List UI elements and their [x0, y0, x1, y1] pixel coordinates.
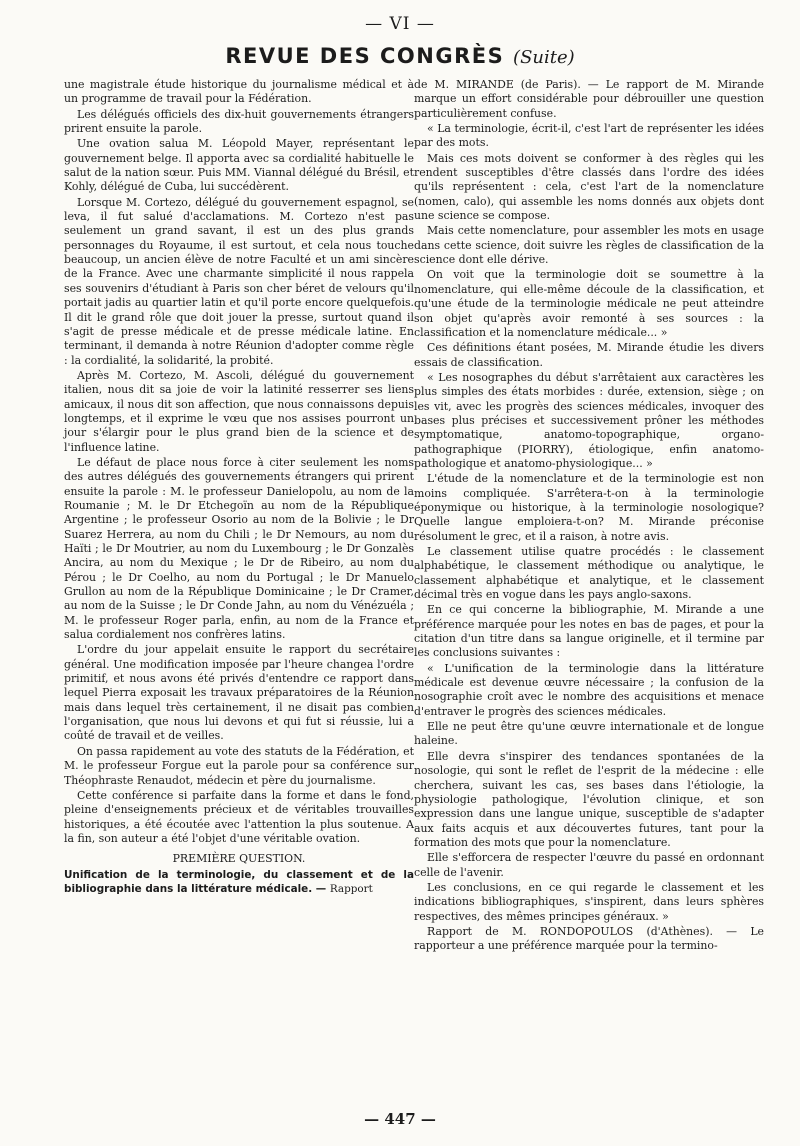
paragraph: Elle devra s'inspirer des tendances spontanées de la nosologie, qui sont le reflet de l'esprit de la médecine : elle cherchera, suivant les cas, ses bases dans l'étiologie, la physiologie pathologique, l'évolution clinique, et son expression dans une langue unique, susceptible de s'adapter aux faits acquis et aux découvertes futures, tant pour la formation des mots que pour la nomenclature.	[414, 749, 764, 849]
paragraph: On passa rapidement au vote des statuts de la Fédération, et M. le professeur Forgue eut la parole pour sa conférence sur Théophraste Renaudot, médecin et père du journalisme.	[64, 744, 414, 787]
paragraph: L'étude de la nomenclature et de la terminologie est non moins compliquée. S'arrêtera-t-on à la terminologie éponymique ou historique, à la terminologie nosologique? Quelle langue emploiera-t-on? M. Mirande préconise résolument le grec, et il a raison, à notre avis.	[414, 472, 764, 543]
paragraph: Elle s'efforcera de respecter l'œuvre du passé en ordonnant celle de l'avenir.	[414, 851, 764, 879]
paragraph: « Les nosographes du début s'arrêtaient aux caractères les plus simples des états morbides : durée, extension, siège ; on les vit, avec les progrès des sciences médicales, invoquer des bases plus précises et successivement prôner les méthodes symptomatique, anatomo-topographique, organo-pathographique (PIORRY), étiologique, enfin anatomo-pathologique et anatomo-physiologique... »	[414, 370, 764, 470]
paragraph: Rapport de M. RONDOPOULOS (d'Athènes). — Le rapporteur a une préférence marquée pour la termino-	[414, 924, 764, 953]
roman-folio: — VI —	[365, 14, 435, 34]
paragraph: Ces définitions étant posées, M. Mirande étudie les divers essais de classification.	[414, 341, 764, 369]
paragraph: Elle ne peut être qu'une œuvre internationale et de longue haleine.	[414, 720, 764, 748]
paragraph: Cette conférence si parfaite dans la forme et dans le fond, pleine d'enseignements précieux et de véritables trouvailles historiques, a été écoutée avec l'attention la plus soutenue. A la fin, son auteur a été l'objet d'une véritable ovation.	[64, 788, 414, 845]
paragraph: Le défaut de place nous force à citer seulement les noms des autres délégués des gouvernements étrangers qui prirent ensuite la parole : M. le professeur Danielopolu, au nom de la Roumanie ; M. le Dr Etchegoïn au nom de la République Argentine ; le professeur Osorio au nom de la Bolivie ; le Dr Suarez Herrera, au nom du Chili ; le Dr Nemours, au nom du Haïti ; le Dr Moutrier, au nom du Luxembourg ; le Dr Gonzalès Ancira, au nom du Mexique ; le Dr de Ribeiro, au nom du Pérou ; le Dr Coelho, au nom du Portugal ; le Dr Manuelo Grullon au nom de la République Dominicaine ; le Dr Cramer, au nom de la Suisse ; le Dr Conde Jahn, au nom du Vénézuéla ; M. le professeur Roger parla, enfin, au nom de la France et salua cordialement nos confrères latins.	[64, 455, 414, 642]
paragraph: Mais cette nomenclature, pour assembler les mots en usage dans cette science, doit suivre les règles de classification de la science dont elle dérive.	[414, 224, 764, 267]
paragraph: de M. MIRANDE (de Paris). — Le rapport de M. Mirande marque un effort considérable pour débrouiller une question particulièrement confuse.	[414, 78, 764, 120]
paragraph: « L'unification de la terminologie dans la littérature médicale est devenue œuvre nécessaire ; la confusion de la nosographie croît avec le nombre des acquisitions et menace d'entraver le progrès des sciences médicales.	[414, 661, 764, 718]
page-number: — 447 —	[364, 1110, 436, 1128]
paragraph: Après M. Cortezo, M. Ascoli, délégué du gouvernement italien, nous dit sa joie de voir la latinité resserrer ses liens amicaux, il nous dit son affection, que nous connaissons depuis longtemps, et il exprime le vœu que nos assises pourront un jour s'élargir pour le plus grand bien de la science et de l'influence latine.	[64, 368, 414, 454]
paragraph: « La terminologie, écrit-il, c'est l'art de représenter les idées par des mots.	[414, 122, 764, 150]
title-suite: (Suite)	[513, 47, 575, 68]
question-title	[64, 868, 414, 897]
paragraph: une magistrale étude historique du journalisme médical et à un programme de travail pour la Fédération.	[64, 78, 414, 106]
question-heading: PREMIÈRE QUESTION.	[172, 852, 306, 866]
paragraph: On voit que la terminologie doit se soumettre à la nomenclature, qui elle-même découle de la classification, et qu'une étude de la terminologie médicale ne peut atteindre son objet qu'après avoir remonté à ses sources : la classification et la nomenclature médicale... »	[414, 268, 764, 339]
paragraph: Mais ces mots doivent se conformer à des règles qui les rendent susceptibles d'être classés dans l'ordre des idées qu'ils représentent : cela, c'est l'art de la nomenclature (nomen, calo), qui assemble les noms donnés aux objets dont une science se compose.	[414, 151, 764, 223]
right-column	[414, 78, 764, 955]
paragraph: Les délégués officiels des dix-huit gouvernements étrangers prirent ensuite la parole.	[64, 107, 414, 136]
left-column	[64, 78, 414, 897]
paragraph: Le classement utilise quatre procédés : le classement alphabétique, le classement méthodique ou analytique, le classement alphabétique et analytique, et le classement décimal très en vogue dans les pays anglo-saxons.	[414, 545, 764, 602]
paragraph: Les conclusions, en ce qui regarde le classement et les indications bibliographiques, s'inspirent, dans leurs sphères respectives, des mêmes principes généraux. »	[414, 880, 764, 923]
question-title-text: Unification de la terminologie, du classement et de la bibliographie dans la littérature médicale. —	[64, 868, 414, 895]
page-title	[0, 44, 800, 68]
title-text: REVUE DES CONGRÈS	[225, 44, 505, 68]
paragraph: L'ordre du jour appelait ensuite le rapport du secrétaire général. Une modification imposée par l'heure changea l'ordre primitif, et nous avons été privés d'entendre ce rapport dans lequel Pierra exposait les travaux préparatoires de la Réunion mais dans lequel très certainement, il ne disait pas combien l'organisation, que nous lui devons et qui fut si réussie, lui a coûté de travail et de veilles.	[64, 643, 414, 743]
paragraph: Une ovation salua M. Léopold Mayer, représentant le gouvernement belge. Il apporta avec sa cordialité habituelle le salut de la nation sœur. Puis MM. Viannal délégué du Brésil, et Kohly, délégué de Cuba, lui succédèrent.	[64, 137, 414, 194]
paragraph: Lorsque M. Cortezo, délégué du gouvernement espagnol, se leva, il fut salué d'acclamations. M. Cortezo n'est pas seulement un grand savant, il est un des plus grands personnages du Royaume, il est surtout, et cela nous touche beaucoup, un ancien élève de notre Faculté et un ami sincère de la France. Avec une charmante simplicité il nous rappela ses souvenirs d'étudiant à Paris son cher béret de velours qu'il portait jadis au quartier latin et qu'il porte encore quelquefois. Il dit le grand rôle que doit jouer la presse, surtout quand il s'agit de presse médicale et de presse médicale latine. En terminant, il demanda à notre Réunion d'adopter comme règle : la cordialité, la solidarité, la probité.	[64, 195, 414, 367]
paragraph: En ce qui concerne la bibliographie, M. Mirande a une préférence marquée pour les notes en bas de pages, et pour la citation d'un titre dans sa langue originelle, et il termine par les conclusions suivantes :	[414, 603, 764, 660]
question-title-tail: Rapport	[329, 882, 373, 895]
